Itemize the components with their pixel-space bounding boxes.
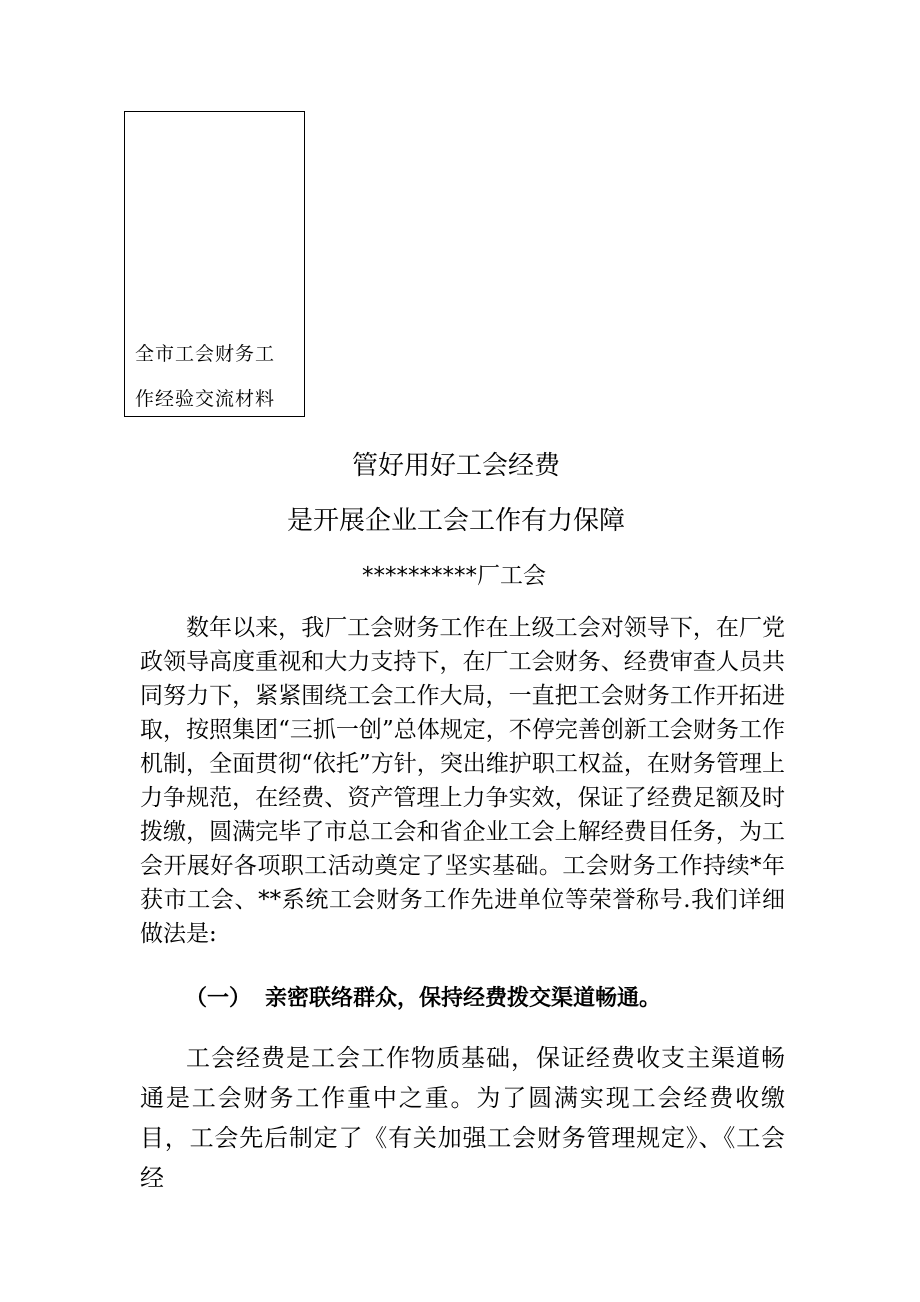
document-author: **********厂工会 bbox=[362, 563, 546, 589]
section-title: 亲密联络群众，保持经费拨交渠道畅通。 bbox=[265, 985, 662, 1011]
document-title-line-1: 管好用好工会经费 bbox=[351, 451, 560, 481]
document-title-line-2: 是开展企业工会工作有力保障 bbox=[286, 506, 625, 536]
section-number: （一） bbox=[185, 985, 252, 1011]
section-heading-1 bbox=[185, 981, 661, 1012]
label-line-1: 全市工会财务工 bbox=[135, 343, 276, 365]
document-label-box bbox=[124, 111, 305, 417]
label-line-2: 作经验交流材料 bbox=[135, 388, 276, 410]
paragraph-2: 工会经费是工会工作物质基础，保证经费收支主渠道畅通是工会财务工作重中之重。为了圆满实现工会经费收缴目，工会先后制定了《有关加强工会财务管理规定》、《工会经 bbox=[140, 1044, 785, 1192]
paragraph-1: 数年以来，我厂工会财务工作在上级工会对领导下，在厂党政领导高度重视和大力支持下，在厂工会财务、经费审查人员共同努力下，紧紧围绕工会工作大局，一直把工会财务工作开拓进取，按照集团“三抓一创”总体规定，不停完善创新工会财务工作机制，全面贯彻“依托”方针，突出维护职工权益，在财务管理上力争规范，在经费、资产管理上力争实效，保证了经费足额及时拨缴，圆满完毕了市总工会和省企业工会上解经费目任务，为工会开展好各项职工活动奠定了坚实基础。工会财务工作持续*年获市工会、**系统工会财务工作先进单位等荣誉称号.我们详细做法是: bbox=[140, 615, 785, 947]
